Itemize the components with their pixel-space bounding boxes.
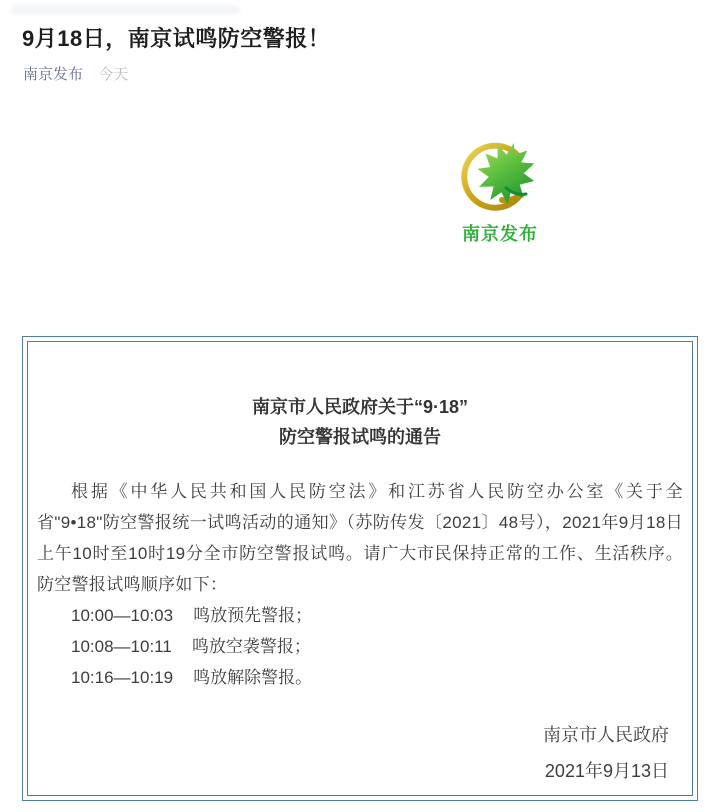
notice-box xyxy=(22,336,698,801)
notice-title-line2: 防空警报试鸣的通告 xyxy=(279,427,441,447)
publish-date: 今天 xyxy=(98,66,129,83)
page-title: 9月18日，南京试鸣防空警报！ xyxy=(22,26,331,51)
schedule-action: 鸣放解除警报。 xyxy=(193,668,313,687)
schedule-row xyxy=(37,662,683,693)
schedule-action: 鸣放预先警报； xyxy=(193,606,313,625)
schedule-time: 10:16—10:19 xyxy=(71,668,174,687)
notice-inner-border xyxy=(27,341,693,796)
signature-date: 2021年9月13日 xyxy=(544,761,669,781)
schedule-row xyxy=(37,631,683,662)
schedule-time: 10:00—10:03 xyxy=(71,606,174,625)
signature-block xyxy=(37,717,683,789)
schedule-time: 10:08—10:11 xyxy=(71,637,172,656)
byline xyxy=(23,63,128,84)
schedule-action: 鸣放空袭警报； xyxy=(191,637,311,656)
nanjing-fabu-logo xyxy=(452,136,548,246)
jpeg-artifact xyxy=(10,5,240,14)
notice-title-line1: 南京市人民政府关于“9·18” xyxy=(251,397,469,417)
signature-issuer: 南京市人民政府 xyxy=(543,725,669,745)
notice-body-paragraph: 根据《中华人民共和国人民防空法》和江苏省人民防空办公室《关于全省"9•18"防空警报统一试鸣活动的通知》（苏防传发〔2021〕48号），2021年9月18日上午10时至10时19分全市防空警报试鸣。请广大市民保持正常的工作、生活秩序。防空警报试鸣顺序如下： xyxy=(37,482,683,594)
schedule-row xyxy=(37,600,683,631)
logo-wordmark: 南京发布 xyxy=(462,224,538,244)
leaf-ring-icon xyxy=(452,136,548,218)
account-name-link[interactable]: 南京发布 xyxy=(23,66,84,83)
